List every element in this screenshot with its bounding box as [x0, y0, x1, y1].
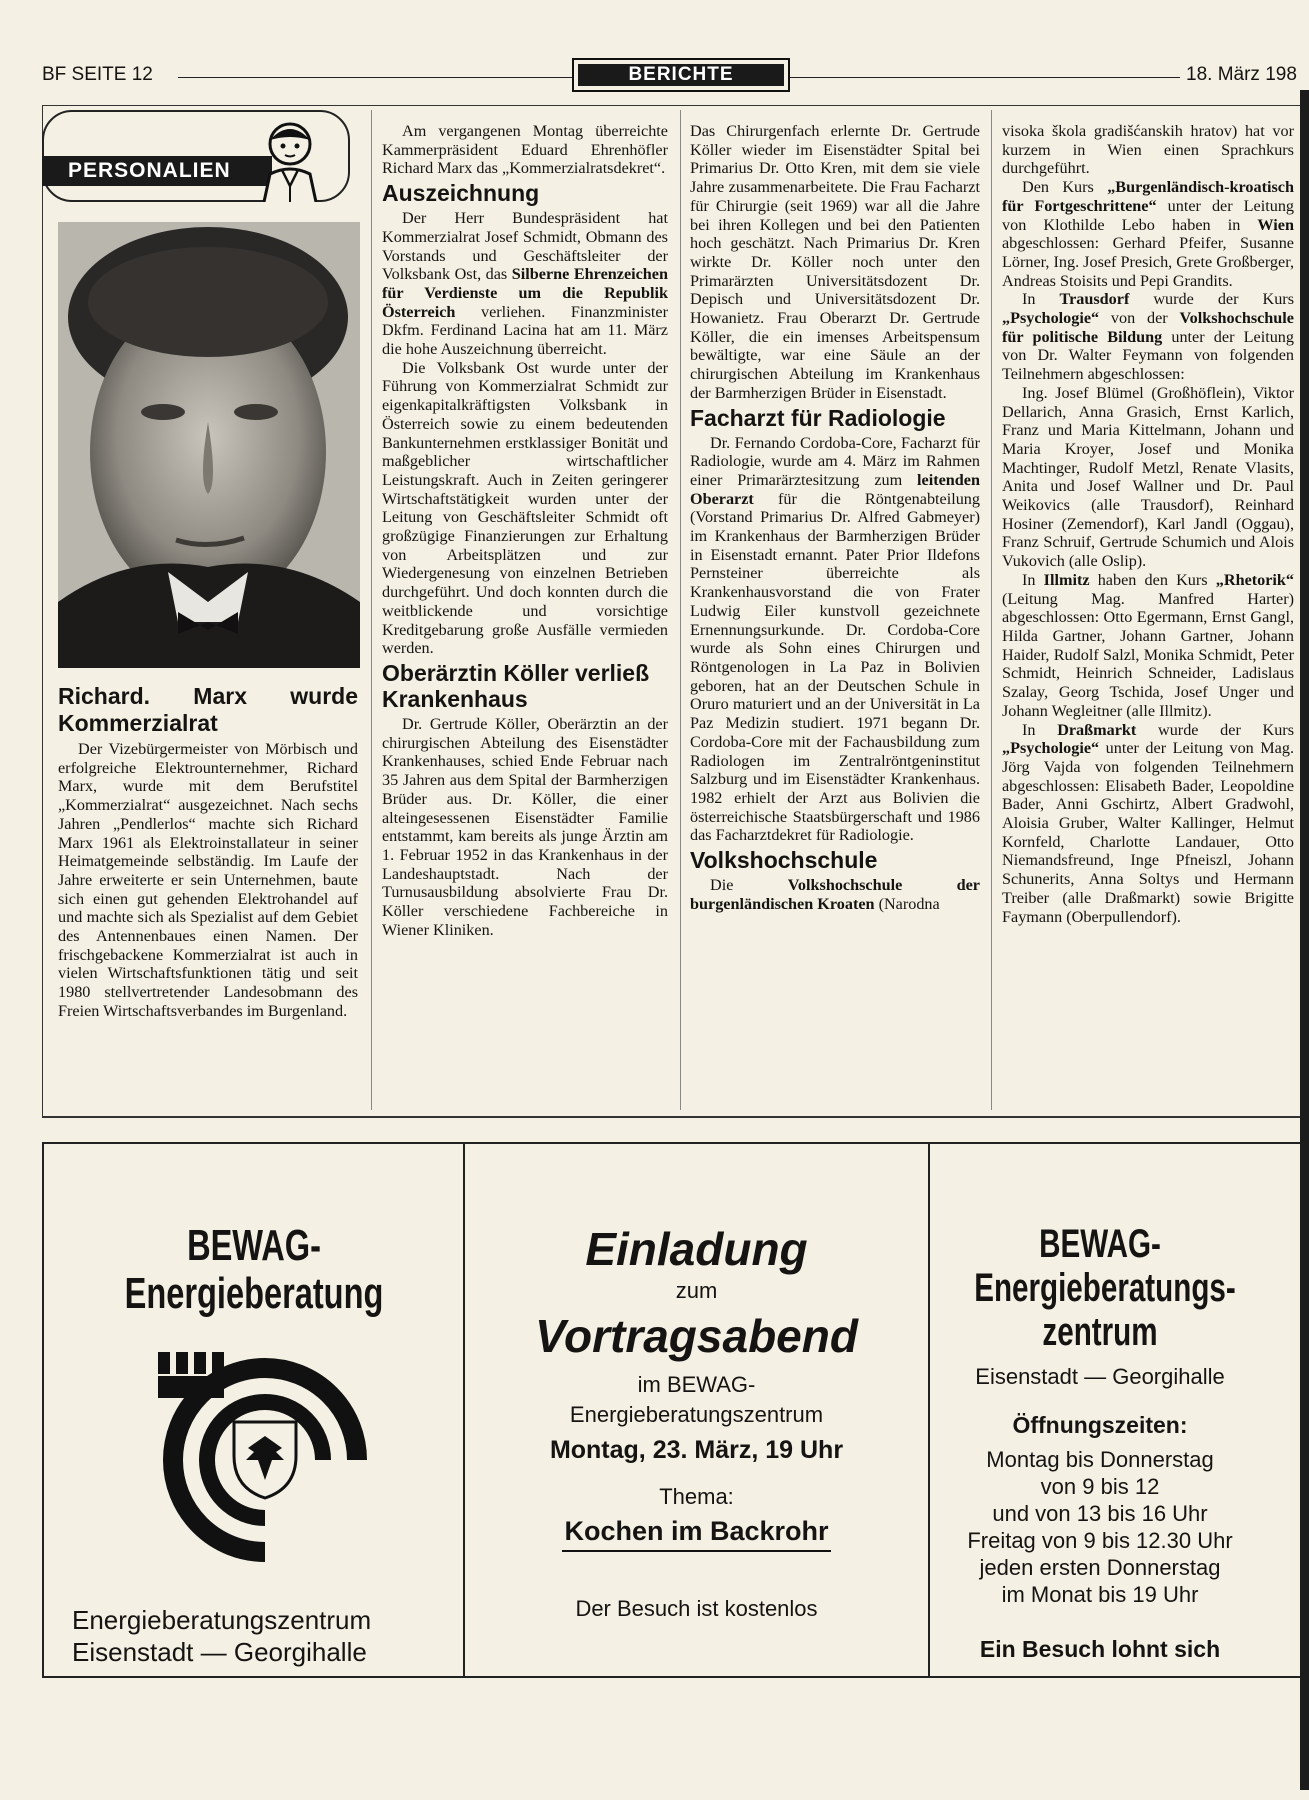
- ad-frame-bottom: [42, 1676, 1304, 1678]
- section-label-box: [572, 58, 790, 92]
- paragraph: Der Vizebürgermeister von Mörbisch und erfolgreiche Elektrounternehmer, Richard Marx, wurde mit dem Berufstitel „Kommerzialrat“ ausgezeichnet. Nach sechs Jahren „Pendlerlos“ machte sich Richard Marx 1961 als Elektroinstallateur in seiner Heimatgemeinde selbständig. Im Laufe der Jahre erweiterte er sein Unternehmen, baute sich einen gut gehenden Elektrohandel auf und machte sich als Spezialist auf dem Gebiet des Antennenbaues einen Namen. Der frischgebackene Kommerzialrat ist auch in vielen Wirtschaftsfunktionen tätig und seit 1980 stellvertretender Landesobmann des Freien Wirtschaftsverbandes im Burgenland.: [58, 740, 358, 1020]
- paragraph: Die Volksbank Ost wurde unter der Führung von Kommerzialrat Schmidt zur eigenkapitalkräftigsten Volksbank in Österreich sowie zu einem bedeutenden Bankunternehmen erstklassiger Bonität und maßgeblicher wirtschaftlicher Leistungskraft. Auch in Zeiten geringerer Wirtschaftstätigkeit wurden unter der Leitung von Geschäftsleiter Schmidt oft großzügige Finanzierungen zur Erhaltung von Arbeitsplätzen und zur Wiedergenesung von einzelnen Betrieben durchgeführt. Und doch konnten durch die weitblickende und vorsichtige Kreditgebarung große Ausfälle vermieden werden.: [382, 358, 668, 658]
- ad-energieberatungszentrum: [930, 1222, 1270, 1664]
- article-frame-top: [42, 105, 1304, 106]
- ad3-hours-line: von 9 bis 12: [1040, 1474, 1160, 1499]
- paragraph: In Draßmarkt wurde der Kurs „Psychologie“ unter der Leitung von Mag. Jörg Vajda von folgenden Teilnehmern abgeschlossen: Elisabeth Bader, Leopoldine Bader, Anni Gschirtz, Albert Gradwohl, Aloisia Gruber, Walter Kallinger, Helmut Kornfeld, Charlotte Landauer, Otto Niemandsfreund, Inge Pfneiszl, Johann Schunerits, Anna Soltys und Hermann Treiber (alle Draßmarkt) sowie Brigitte Faymann (Oberpullendorf).: [1002, 720, 1294, 926]
- ad3-hours-line: im Monat bis 19 Uhr: [1001, 1582, 1199, 1607]
- headline-auszeichnung: Auszeichnung: [382, 180, 540, 207]
- article-frame-bottom: [42, 1116, 1304, 1118]
- paragraph: In Trausdorf wurde der Kurs „Psychologie“ von der Volkshochschule für politische Bildung unter der Leitung von Dr. Walter Feymann von folgenden Teilnehmern abgeschlossen:: [1002, 290, 1294, 384]
- article-marx: [58, 683, 358, 1021]
- ad3-hours-line: und von 13 bis 16 Uhr: [992, 1501, 1208, 1526]
- paragraph: In Illmitz haben den Kurs „Rhetorik“ (Leitung Mag. Manfred Harter) abgeschlossen: Otto Egermann, Ernst Gangl, Hilda Gartner, Johann Gartner, Johann Haider, Rudolf Salzl, Monika Schmidt, Peter Schmidt, Heinrich Schneider, Ladislaus Szalay, Georg Tschida, Josef Unger und Johann Wegleitner (alle Illmitz).: [1002, 570, 1295, 720]
- headline-marx: Richard. Marx wurde Kommerzialrat: [58, 683, 358, 736]
- ad2-vortragsabend: Vortragsabend: [535, 1310, 858, 1362]
- ad2-thema-label: Thema:: [659, 1484, 734, 1509]
- page-edge-shadow: [1300, 90, 1309, 1790]
- column-2: [382, 122, 668, 939]
- paragraph: Die Volkshochschule der burgenländischen Kroaten (Narodna: [690, 876, 980, 913]
- ad3-title-line1: BEWAG-: [1039, 1222, 1161, 1266]
- paragraph: visoka škola gradišćanskih hratov) hat vor kurzem in Wien einen Sprachkurs durchgeführt.: [1002, 122, 1294, 178]
- headline-radiologie: Facharzt für Radiologie: [690, 404, 946, 431]
- ad3-hours-line: Montag bis Donnerstag: [986, 1447, 1214, 1472]
- paragraph: Am vergangenen Montag überreichte Kammerpräsident Eduard Ehrenhöfler Richard Marx das „Kommerzialratsdekret“.: [382, 122, 668, 178]
- ad2-venue-line2: Energieberatungszentrum: [569, 1402, 824, 1427]
- paragraph: Ing. Josef Blümel (Großhöflein), Viktor Dellarich, Anna Grasich, Ernst Karlich, Franz und Maria Kittelmann, Johann und Maria Kroyer, Josef und Monika Machtinger, Rudolf Metzl, Renate Vlasits, Anita und Josef Wallner und Dr. Paul Weikovics (alle Trausdorf), Reinhard Hosiner (Zemendorf), Karl Jandl (Oggau), Franz Schruif, Gertrude Schumich und Alois Vukovich (alle Oslip).: [1002, 383, 1294, 571]
- column-4: [1002, 122, 1294, 926]
- ad3-hours-line: Freitag von 9 bis 12.30 Uhr: [967, 1528, 1233, 1553]
- ad2-thema: Kochen im Backrohr: [562, 1512, 830, 1552]
- column-3: [690, 122, 980, 913]
- ad2-zum: zum: [675, 1278, 718, 1303]
- section-label: BERICHTE: [578, 64, 784, 86]
- paragraph: Den Kurs „Burgenländisch-kroatisch für Fortgeschrittene“ unter der Leitung von Klothilde Lebo haben in Wien abgeschlossen: Gerhard Pfeifer, Susanne Lörner, Ing. Josef Presich, Grete Großberger, Andreas Stoisits und Pepi Grandits.: [1002, 178, 1295, 290]
- ad-frame-left: [42, 1142, 44, 1678]
- ad3-title-line2: Energieberatungs-: [974, 1266, 1236, 1310]
- portrait-illustration: [58, 222, 360, 668]
- paragraph: Das Chirurgenfach erlernte Dr. Gertrude Köller wieder im Eisenstädter Spital bei Primarius Dr. Otto Kren, mit dem sie viele Jahre zusammenarbeitete. Die Frau Facharzt für Chirurgie (seit 1969) war all die Jahre bei ihren Kollegen und bei den Patienten hoch geschätzt. Nach Primarius Dr. Kren wirkte Dr. Köller noch unter den Primarärzten Universitätsdozent Dr. Depisch und Universitätsdozent Dr. Howanietz. Frau Oberarzt Dr. Gertrude Köller, die ein imenses Arbeitspensum bewältigte, war eine Säule an der chirurgischen Abteilung im Krankenhaus der Barmherzigen Brüder in Eisenstadt.: [690, 122, 980, 402]
- person-figure-icon: [260, 112, 346, 202]
- paragraph: Dr. Fernando Cordoba-Core, Facharzt für Radiologie, wurde am 4. März im Rahmen einer Primarärztesitzung zum leitenden Oberarzt für die Röntgenabteilung (Vorstand Primarius Dr. Alfred Gabmeyer) im Krankenhaus der Barmherzigen Brüder in Eisenstadt ernannt. Pater Prior Ildefons Pernsteiner überreichte als Krankenhausvorstand die von Frater Ludwig Eiler kunstvoll gezeichnete Ernennungsurkunde. Dr. Cordoba-Core wurde als Sohn eines Chirurgen und Röntgenologen in La Paz in Bolivien geboren, hat an der Deutschen Schule in Oruro maturiert und an der Universität in La Paz Medizin studiert. 1971 begann Dr. Cordoba-Core mit der Fachausbildung zum Radiologen im Zentralröntgeninstitut Salzburg und im Eisenstädter Krankenhaus. 1982 erhielt der Arzt aus Bolivien die österreichische Staatsbürgerschaft und 1986 das Facharztdekret für Radiologie.: [690, 433, 980, 845]
- ad1-title-line1: BEWAG-: [187, 1221, 321, 1270]
- ad1-footer-line1: Energieberatungszentrum: [72, 1605, 372, 1635]
- paragraph: Dr. Gertrude Köller, Oberärztin an der chirurgischen Abteilung des Eisenstädter Krankenhauses, schied Ende Februar nach 35 Jahren aus dem Spital der Barmherzigen Brüder aus. Dr. Köller, die einer alteingesessenen Eisenstädter Familie entstammt, kam bereits als junge Ärztin am 1. Februar 1952 in das Krankenhaus in der Landeshauptstadt. Nach der Turnusausbildung absolvierte Frau Dr. Köller verschiedene Fachbereiche in Wiener Kliniken.: [382, 714, 668, 939]
- paragraph: Der Herr Bundespräsident hat Kommerzialrat Josef Schmidt, Obmann des Vorstands und Geschäftsleiter der Volksbank Ost, das Silberne Ehrenzeichen für Verdienste um die Republik Österreich verliehen. Finanzminister Dkfm. Ferdinand Lacina hat am 11. März die hohe Auszeichnung überreicht.: [382, 209, 668, 359]
- article-frame-left: [42, 105, 43, 1117]
- ad-energieberatung: [46, 1222, 462, 1318]
- bewag-logo-icon: [150, 1352, 380, 1572]
- ad-vortragsabend: [465, 1222, 928, 1624]
- ad3-hours-title: Öffnungszeiten:: [1012, 1412, 1188, 1438]
- ad1-footer: [46, 1604, 462, 1668]
- headline-koeller: Oberärztin Köller verließ Krankenhaus: [382, 659, 650, 712]
- ad3-title-line3: zentrum: [1042, 1310, 1158, 1354]
- ad3-hours-line: jeden ersten Donnerstag: [979, 1555, 1221, 1580]
- column-rule: [680, 110, 681, 1110]
- headline-volkshochschule: Volkshochschule: [690, 847, 878, 874]
- issue-date: 18. März 198: [1186, 64, 1297, 85]
- ad-frame-top: [42, 1142, 1304, 1144]
- ad2-free-entry: Der Besuch ist kostenlos: [575, 1596, 818, 1621]
- personalien-badge: PERSONALIEN: [42, 156, 272, 186]
- header-rule-right: [790, 77, 1180, 78]
- ad2-venue-line1: im BEWAG-: [637, 1372, 756, 1397]
- ad1-footer-line2: Eisenstadt — Georgihalle: [72, 1637, 367, 1667]
- column-rule: [991, 110, 992, 1110]
- page-number: BF SEITE 12: [42, 64, 153, 85]
- portrait-photo: [58, 222, 360, 668]
- ad1-title-line2: Energieberatung: [124, 1269, 384, 1318]
- ad3-location: Eisenstadt — Georgihalle: [975, 1364, 1225, 1389]
- header-rule-left: [178, 77, 572, 78]
- ad2-einladung: Einladung: [585, 1223, 808, 1275]
- ad2-date: Montag, 23. März, 19 Uhr: [549, 1436, 844, 1464]
- column-rule: [371, 110, 372, 1110]
- ad3-closing: Ein Besuch lohnt sich: [979, 1636, 1221, 1662]
